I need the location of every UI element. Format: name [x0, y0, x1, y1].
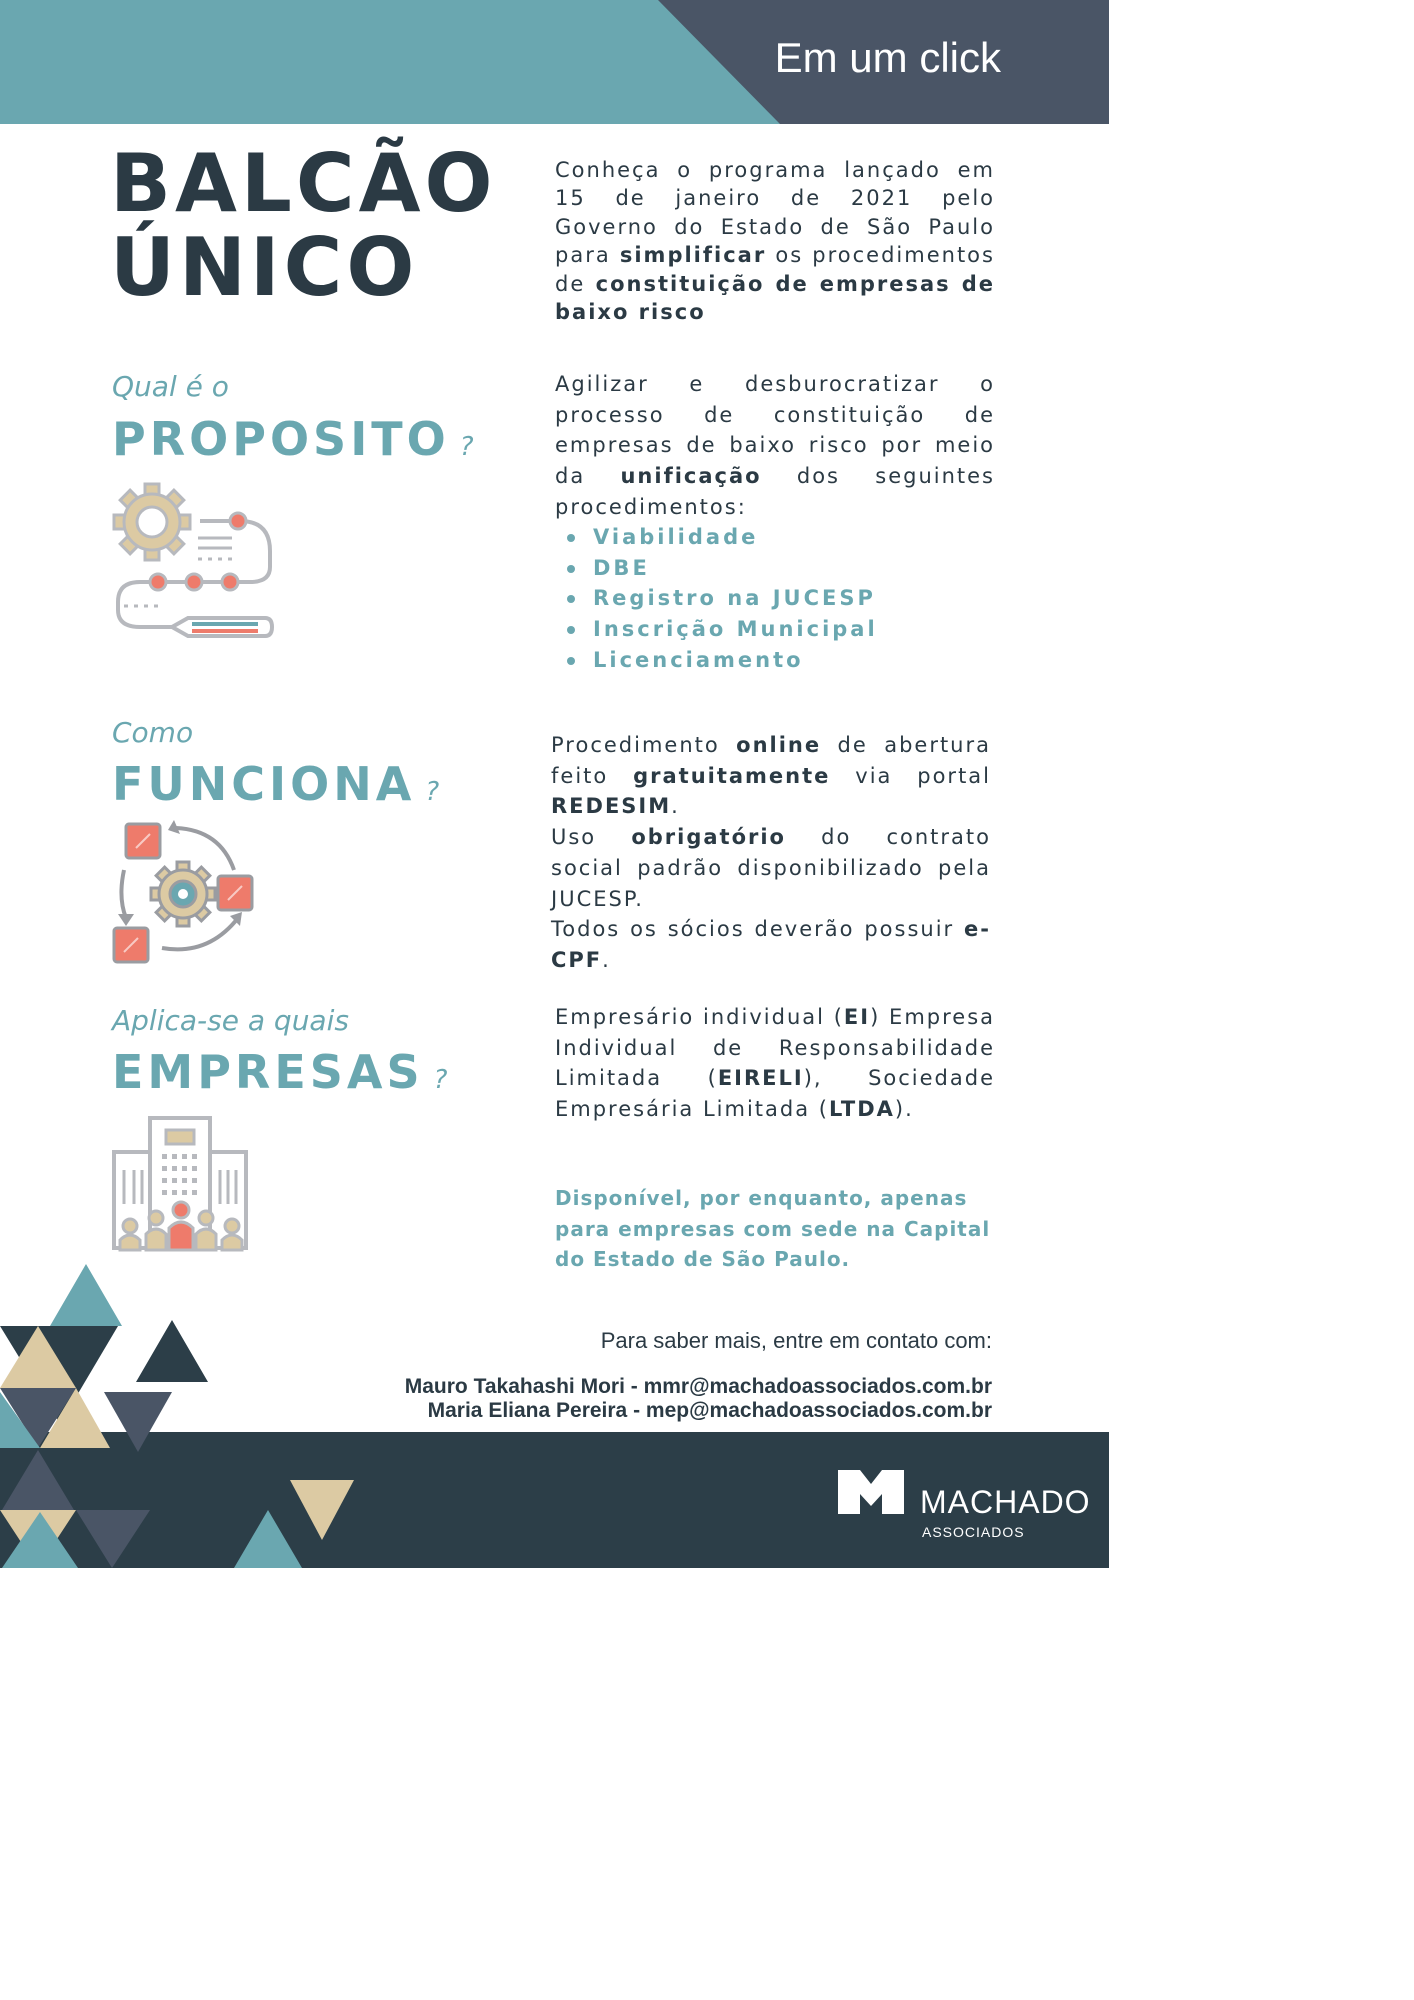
empresas-heading	[112, 1045, 447, 1099]
body-text: .	[602, 947, 611, 972]
list-item: Registro na JUCESP	[555, 583, 995, 614]
emphasis-text: obrigatório	[631, 825, 786, 850]
contact-person: Maria Eliana Pereira - mep@machadoassociados.com.br	[427, 1399, 992, 1422]
title-line-1: BALCÃO	[110, 137, 497, 230]
proposito-question-mark: ?	[459, 432, 474, 462]
body-text: Conheça o programa lançado em 15 de janeiro de 2021 pelo Governo do Estado de São Paulo para	[555, 158, 995, 268]
empresas-question-mark: ?	[433, 1065, 448, 1095]
body-text: Procedimento	[551, 733, 737, 757]
body-text: os procedimentos de	[555, 243, 995, 296]
emphasis-text: gratuitamente	[633, 763, 831, 788]
emphasis-text: EI	[843, 1005, 871, 1029]
contact-list	[405, 1375, 992, 1423]
list-item: Inscrição Municipal	[555, 614, 995, 645]
emphasis-text: e-CPF	[551, 917, 991, 972]
body-text: do contrato social padrão disponibilizado pela JUCESP.	[551, 825, 991, 911]
body-text: ) Empresa Individual de Responsabilidade Limitada (	[555, 1005, 996, 1091]
header-title: Em um click	[774, 34, 1001, 81]
logo-subtitle: ASSOCIADOS	[922, 1524, 1025, 1540]
body-text: .	[671, 794, 680, 819]
emphasis-text: online	[736, 733, 822, 757]
workflow-cycle-icon	[108, 818, 258, 968]
emphasis-text: REDESIM	[551, 794, 672, 819]
proposito-heading-text: PROPOSITO	[112, 412, 450, 466]
emphasis-text: simplificar	[619, 243, 767, 268]
body-text: ), Sociedade Empresária Limitada (	[555, 1066, 995, 1122]
list-item: Licenciamento	[555, 645, 995, 676]
list-item: DBE	[555, 553, 995, 584]
page-title	[110, 137, 497, 314]
company-building-icon	[108, 1112, 254, 1257]
funciona-paragraph	[551, 730, 991, 976]
process-gear-icon	[110, 482, 280, 647]
funciona-heading	[112, 757, 439, 811]
emphasis-text: unificação	[620, 464, 762, 489]
logo-name: MACHADO	[920, 1484, 1091, 1520]
funciona-lead: Como	[112, 716, 194, 749]
contact-person: Mauro Takahashi Mori - mmr@machadoassociados.com.br	[404, 1375, 992, 1398]
body-text: de abertura feito	[551, 733, 991, 788]
body-text: Todos os sócios deverão possuir	[551, 917, 965, 942]
funciona-heading-text: FUNCIONA	[112, 757, 416, 811]
body-text: dos seguintes procedimentos:	[555, 464, 996, 519]
proposito-heading	[112, 412, 474, 466]
body-text: Agilizar e desburocratizar o processo de constituição de empresas de baixo risco por meio da	[555, 372, 995, 489]
decorative-triangles	[0, 1262, 360, 1568]
proposito-paragraph	[555, 369, 995, 523]
intro-paragraph	[555, 156, 995, 326]
body-text: Empresário individual (	[555, 1005, 844, 1029]
availability-note: Disponível, por enquanto, apenas para empresas com sede na Capital do Estado de São Paulo.	[555, 1186, 991, 1272]
title-line-2: ÚNICO	[110, 221, 419, 314]
body-text: ).	[894, 1097, 914, 1122]
proposito-bullet-list	[555, 522, 995, 676]
body-text: Uso	[551, 825, 632, 850]
empresas-heading-text: EMPRESAS	[112, 1045, 424, 1099]
machado-logo-mark	[838, 1470, 904, 1514]
empresas-paragraph	[555, 1002, 995, 1125]
emphasis-text: LTDA	[828, 1097, 895, 1122]
funciona-question-mark: ?	[425, 777, 440, 807]
empresas-lead: Aplica-se a quais	[112, 1004, 349, 1037]
list-item: Viabilidade	[555, 522, 995, 553]
emphasis-text: constituição de empresas de baixo risco	[555, 271, 995, 325]
contact-lead: Para saber mais, entre em contato com:	[600, 1328, 992, 1353]
emphasis-text: EIRELI	[717, 1066, 804, 1091]
body-text: via portal	[830, 763, 992, 788]
proposito-lead: Qual é o	[112, 370, 229, 403]
